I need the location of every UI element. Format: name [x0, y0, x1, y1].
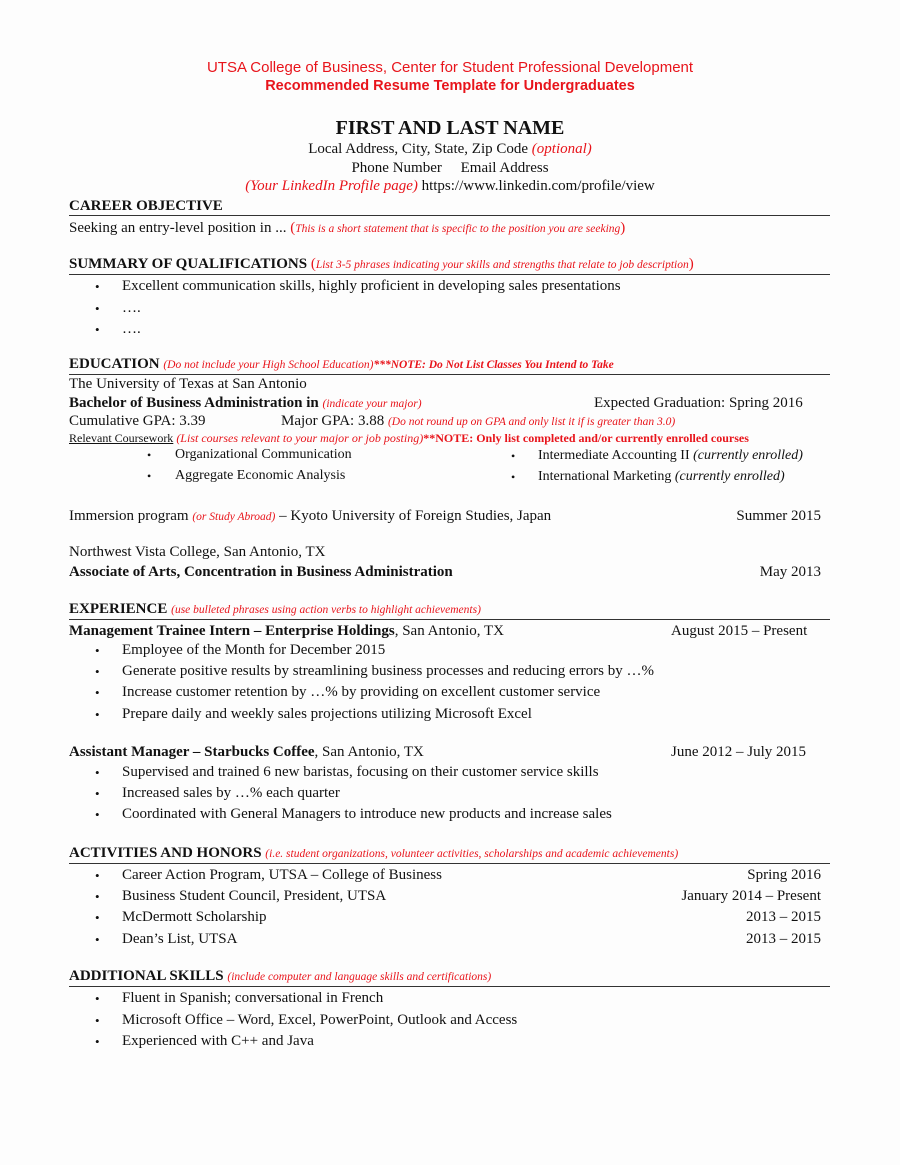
template-title: Recommended Resume Template for Undergraduates [265, 78, 635, 94]
objective-statement: Seeking an entry-level position in ... [69, 220, 287, 236]
job-title: Assistant Manager – Starbucks Coffee [69, 744, 315, 760]
summary-heading-text: SUMMARY OF QUALIFICATIONS [69, 256, 308, 272]
job-dates: June 2012 – July 2015 [671, 744, 806, 760]
skill-text: Experienced with C++ and Java [122, 1033, 314, 1049]
activity-date: 2013 – 2015 [746, 931, 821, 947]
bullet-icon: • [95, 807, 100, 822]
job-bullet-text: Employee of the Month for December 2015 [122, 642, 386, 658]
major-gpa: Major GPA: 3.88 [281, 413, 385, 429]
activity-item [0, 908, 900, 928]
activity-text: Career Action Program, UTSA – College of Business [122, 867, 442, 883]
bullet-icon: • [95, 664, 100, 679]
bullet-icon: • [147, 448, 152, 462]
skill-text: Microsoft Office – Word, Excel, PowerPoint, Outlook and Access [122, 1012, 518, 1028]
bullet-icon: • [95, 991, 100, 1006]
bullet-icon: • [95, 1013, 100, 1028]
linkedin-note: (Your LinkedIn Profile page) [245, 178, 418, 194]
org-header: UTSA College of Business, Center for Student Professional Development [206, 59, 694, 76]
immersion-text: – Kyoto University of Foreign Studies, Japan [279, 508, 552, 524]
gpa-note: (Do not round up on GPA and only list it if is greater than 3.0) [387, 416, 676, 428]
person-name: FIRST AND LAST NAME [335, 117, 565, 139]
skill-bullet [0, 1011, 900, 1031]
job-bullet-text: Supervised and trained 6 new baristas, focusing on their customer service skills [122, 764, 599, 780]
associate-degree: Associate of Arts, Concentration in Business Administration [69, 564, 453, 580]
cumulative-gpa: Cumulative GPA: 3.39 [69, 413, 206, 429]
bullet-icon: • [511, 449, 516, 463]
activity-text: Dean’s List, UTSA [122, 931, 238, 947]
associate-date: May 2013 [759, 564, 821, 580]
job-bullet [0, 641, 900, 661]
immersion-line [69, 507, 551, 527]
education-heading [69, 355, 830, 375]
activity-item [0, 866, 900, 886]
bullet-icon: • [95, 322, 100, 337]
job-bullet-text: Increased sales by …% each quarter [122, 785, 340, 801]
job-bullet [0, 662, 900, 682]
course-item: Aggregate Economic Analysis [175, 468, 346, 483]
objective-text [69, 219, 625, 239]
coursework-line [69, 430, 749, 446]
address-note: (optional) [531, 141, 592, 157]
summary-bullet-text: …. [122, 300, 141, 316]
summary-bullet [0, 299, 900, 319]
coursework-note: (List courses relevant to your major or job posting) [176, 431, 424, 445]
course-item: Organizational Communication [175, 447, 352, 462]
activities-note: (i.e. student organizations, volunteer activities, scholarships and academic achievements) [265, 848, 679, 860]
job-dates: August 2015 – Present [671, 623, 808, 639]
expected-graduation: Expected Graduation: Spring 2016 [594, 395, 803, 411]
bullet-icon: • [95, 1034, 100, 1049]
bullet-icon: • [95, 301, 100, 316]
major-gpa-line [281, 412, 675, 432]
bullet-icon: • [147, 469, 152, 483]
job-title-line [69, 622, 504, 641]
phone-email-line [0, 160, 900, 177]
job-title-line [69, 743, 424, 762]
immersion-label: Immersion program [69, 508, 189, 524]
bullet-icon: • [95, 910, 100, 925]
bullet-icon: • [95, 932, 100, 947]
course-status: (currently enrolled) [674, 469, 785, 484]
summary-heading [69, 255, 830, 275]
coursework-note-bold: **NOTE: Only list completed and/or currently enrolled courses [423, 431, 749, 445]
activity-date: January 2014 – Present [681, 888, 821, 904]
objective-heading [69, 197, 830, 216]
bullet-icon: • [95, 279, 100, 294]
job-bullet-text: Prepare daily and weekly sales projections utilizing Microsoft Excel [122, 706, 532, 722]
job-location: , San Antonio, TX [394, 623, 505, 639]
job-title: Management Trainee Intern – Enterprise Holdings [69, 623, 395, 639]
summary-bullet-text: …. [122, 321, 141, 337]
bullet-icon: • [511, 470, 516, 484]
skill-bullet [0, 1032, 900, 1052]
job-bullet [0, 705, 900, 725]
summary-bullet-text: Excellent communication skills, highly proficient in developing sales presentations [122, 278, 621, 294]
activities-heading [69, 844, 830, 864]
linkedin-line [0, 178, 900, 195]
job-bullet [0, 805, 900, 825]
objective-heading-text: CAREER OBJECTIVE [69, 198, 223, 214]
university: The University of Texas at San Antonio [69, 376, 307, 392]
job-bullet-text: Coordinated with General Managers to introduce new products and increase sales [122, 806, 612, 822]
bullet-icon: • [95, 643, 100, 658]
bullet-icon: • [95, 765, 100, 780]
job-bullet-text: Increase customer retention by …% by providing on excellent customer service [122, 684, 601, 700]
course-name: Intermediate Accounting II [538, 448, 690, 463]
degree-note: (indicate your major) [322, 398, 422, 410]
immersion-date: Summer 2015 [736, 508, 821, 524]
bullet-icon: • [95, 685, 100, 700]
activity-item [0, 887, 900, 907]
objective-paren-close: ) [620, 220, 626, 236]
job-bullet [0, 784, 900, 804]
activity-date: Spring 2016 [747, 867, 821, 883]
job-bullet [0, 683, 900, 703]
activity-item [0, 930, 900, 950]
job-bullet [0, 763, 900, 783]
email: Email Address [460, 160, 549, 176]
job-location: , San Antonio, TX [314, 744, 424, 760]
degree-line [69, 394, 422, 414]
education-heading-text: EDUCATION [69, 356, 160, 372]
summary-paren-close: ) [688, 256, 694, 272]
linkedin-url[interactable]: https://www.linkedin.com/profile/view [421, 178, 655, 194]
course-item [538, 447, 803, 465]
education-note-bold: ***NOTE: Do Not List Classes You Intend to Take [373, 359, 614, 371]
bullet-icon: • [95, 868, 100, 883]
summary-note: List 3-5 phrases indicating your skills and strengths that relate to job description [315, 259, 689, 271]
bullet-icon: • [95, 889, 100, 904]
summary-paren-open: ( [310, 256, 316, 272]
experience-note: (use bulleted phrases using action verbs to highlight achievements) [171, 604, 481, 616]
course-status: (currently enrolled) [693, 448, 803, 463]
phone: Phone Number [351, 160, 442, 176]
course-item [538, 468, 785, 486]
skills-note: (include computer and language skills and certifications) [227, 971, 492, 983]
summary-bullet [0, 320, 900, 340]
activity-text: McDermott Scholarship [122, 909, 267, 925]
college: Northwest Vista College, San Antonio, TX [69, 544, 326, 560]
degree: Bachelor of Business Administration in [69, 395, 319, 411]
immersion-note: (or Study Abroad) [192, 511, 276, 523]
skill-bullet [0, 989, 900, 1009]
activity-text: Business Student Council, President, UTSA [122, 888, 387, 904]
summary-bullet [0, 277, 900, 297]
activities-heading-text: ACTIVITIES AND HONORS [69, 845, 262, 861]
coursework-label: Relevant Coursework [69, 431, 174, 445]
skills-heading-text: ADDITIONAL SKILLS [69, 968, 224, 984]
objective-paren-open: ( [290, 220, 296, 236]
course-name: International Marketing [538, 469, 672, 484]
experience-heading [69, 600, 830, 620]
education-note: (Do not include your High School Education) [163, 359, 374, 371]
objective-note: This is a short statement that is specific to the position you are seeking [295, 223, 621, 235]
address: Local Address, City, State, Zip Code [308, 141, 529, 157]
bullet-icon: • [95, 707, 100, 722]
skills-heading [69, 967, 830, 987]
bullet-icon: • [95, 786, 100, 801]
address-line [0, 141, 900, 158]
skill-text: Fluent in Spanish; conversational in French [122, 990, 384, 1006]
job-bullet-text: Generate positive results by streamlining business processes and reducing errors by …% [122, 663, 654, 679]
experience-heading-text: EXPERIENCE [69, 601, 168, 617]
activity-date: 2013 – 2015 [746, 909, 821, 925]
